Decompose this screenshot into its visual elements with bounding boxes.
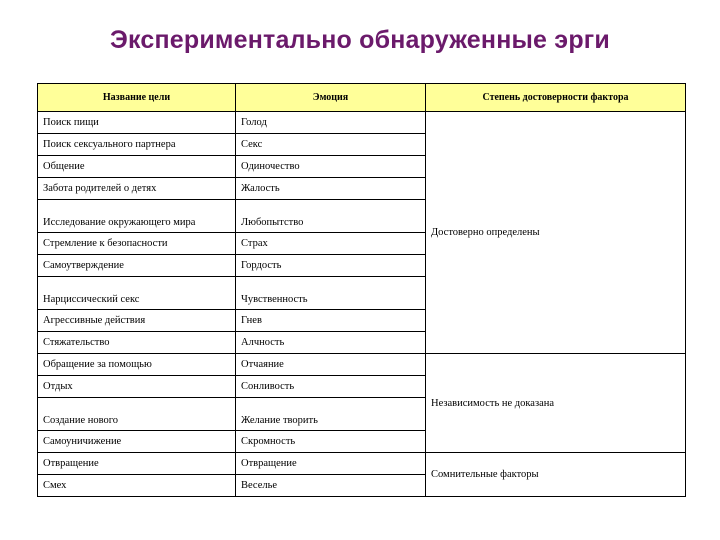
emotion-cell: Отвращение — [236, 453, 426, 475]
goal-cell: Обращение за помощью — [38, 354, 236, 376]
emotion-cell: Одиночество — [236, 156, 426, 178]
emotion-cell: Гордость — [236, 255, 426, 277]
emotion-cell: Секс — [236, 134, 426, 156]
emotion-cell: Отчаяние — [236, 354, 426, 376]
goal-cell: Забота родителей о детях — [38, 178, 236, 200]
goal-cell: Создание нового — [38, 398, 236, 431]
page-title: Экспериментально обнаруженные эрги — [110, 26, 610, 54]
goal-cell: Смех — [38, 475, 236, 497]
goal-cell: Агрессивные действия — [38, 310, 236, 332]
emotion-cell: Алчность — [236, 332, 426, 354]
emotion-cell: Жалость — [236, 178, 426, 200]
goal-cell: Отдых — [38, 376, 236, 398]
table-row — [38, 354, 686, 376]
factor-cell-unproven: Независимость не доказана — [426, 354, 686, 453]
ergs-table — [37, 83, 686, 497]
goal-cell: Отвращение — [38, 453, 236, 475]
header-goal: Название цели — [38, 84, 236, 112]
header-reliability: Степень достоверности фактора — [426, 84, 686, 112]
emotion-cell: Скромность — [236, 431, 426, 453]
emotion-cell: Гнев — [236, 310, 426, 332]
factor-cell-doubtful: Сомнительные факторы — [426, 453, 686, 497]
emotion-cell: Страх — [236, 233, 426, 255]
goal-cell: Общение — [38, 156, 236, 178]
goal-cell: Поиск пищи — [38, 112, 236, 134]
factor-cell-reliable: Достоверно определены — [426, 112, 686, 354]
goal-cell: Самоуничижение — [38, 431, 236, 453]
goal-cell: Поиск сексуального партнера — [38, 134, 236, 156]
emotion-cell: Голод — [236, 112, 426, 134]
table-row — [38, 112, 686, 134]
goal-cell: Стяжательство — [38, 332, 236, 354]
table-row — [38, 453, 686, 475]
emotion-cell: Желание творить — [236, 398, 426, 431]
goal-cell: Нарциссический секс — [38, 277, 236, 310]
goal-cell: Исследование окружающего мира — [38, 200, 236, 233]
header-emotion: Эмоция — [236, 84, 426, 112]
goal-cell: Стремление к безопасности — [38, 233, 236, 255]
goal-cell: Самоутверждение — [38, 255, 236, 277]
emotion-cell: Веселье — [236, 475, 426, 497]
table-header-row — [38, 84, 686, 112]
emotion-cell: Чувственность — [236, 277, 426, 310]
emotion-cell: Сонливость — [236, 376, 426, 398]
emotion-cell: Любопытство — [236, 200, 426, 233]
